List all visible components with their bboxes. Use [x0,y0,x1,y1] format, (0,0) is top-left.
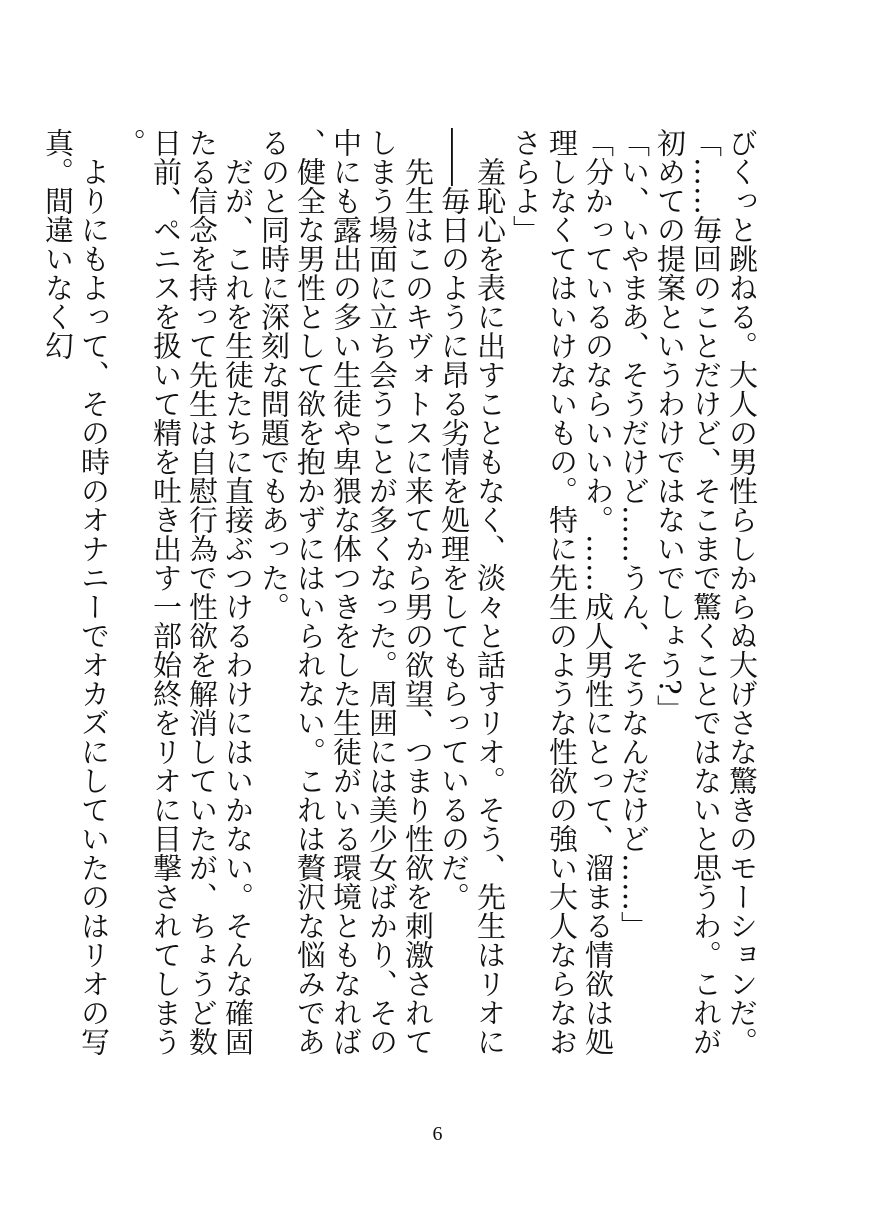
paragraph-1: びくっと跳ねる。大人の男性らしからぬ大げさな驚きのモーションだ。 [725,128,759,1056]
paragraph-7: だが、これを生徒たちに直接ぶつけるわけにはいかない。そんな確固たる信念を持って先生は自慰行為で性欲を解消していたが、ちょうど数日前、ペニスを扱いて精を吐き出す一部始終をリオに目撃されてしまう。 [113,128,255,1056]
paragraph-6: 先生はこのキヴォトスに来てから男の欲望、つまり性欲を刺激されてしまう場面に立ち会うことが多くなった。周囲には美少女ばかり、その中にも露出の多い生徒や卑猥な体つきをした生徒がいる環境ともなれば、健全な男性として欲を抱かずにはいられない。これは贅沢な悩みであるのと同時に深刻な問題でもあった。 [257,128,435,1056]
paragraph-4: 「分かっているのならいいわ。……成人男性にとって、溜まる情欲は処理しなくてはいけないもの。特に先生のような性欲の強い大人ならなおさらよ」 [509,128,615,1056]
body-text [41,128,760,1078]
paragraph-3: 「い、いやまあ、そうだけど……うん、そうなんだけど……」 [617,128,651,940]
page-number: 6 [432,1123,443,1145]
paragraph-5: 羞恥心を表に出すこともなく、淡々と話すリオ。そう、先生はリオに――毎日のように昂る劣情を処理をしてもらっているのだ。 [437,128,507,1056]
paragraph-8: よりにもよって、その時のオナニーでオカズにしていたのはリオの写真。間違いなく幻 [41,128,111,1056]
paragraph-2: 「……毎回のことだけど、そこまで驚くことではないと思うわ。これが初めての提案というわけではないでしょう?」 [653,128,723,1056]
